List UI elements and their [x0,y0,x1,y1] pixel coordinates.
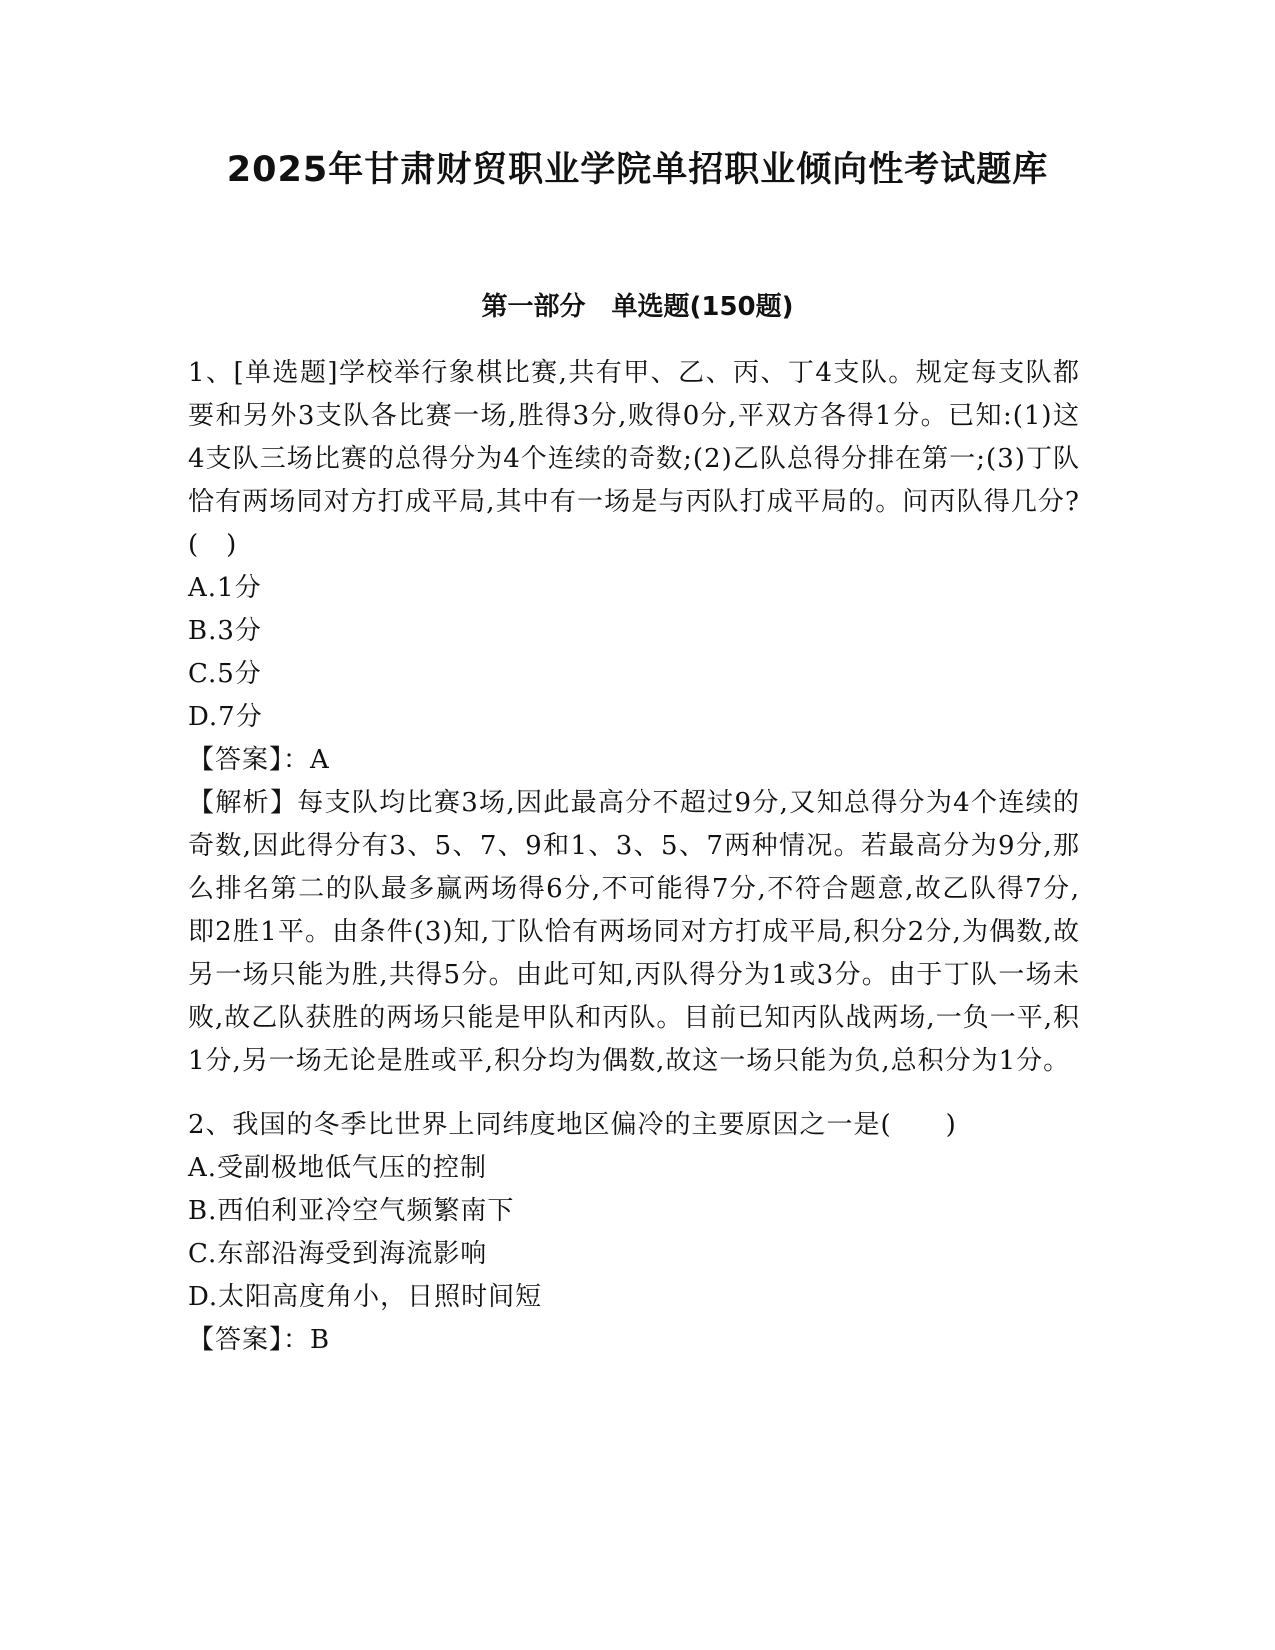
question-1 [188,352,1080,1083]
question-text: 2、我国的冬季比世界上同纬度地区偏冷的主要原因之一是( ) [188,1110,957,1140]
option-d: D.7分 [188,702,263,732]
answer: 【答案】：B [188,1325,331,1355]
question-list [188,352,1080,1362]
option-c: C.5分 [188,659,262,689]
option-c: C.东部沿海受到海流影响 [188,1239,488,1269]
document-title: 2025年甘肃财贸职业学院单招职业倾向性考试题库 [226,150,1049,190]
option-a: A.受副极地低气压的控制 [188,1153,488,1183]
option-a: A.1分 [188,573,262,603]
question-text: 1、[单选题]学校举行象棋比赛,共有甲、乙、丙、丁4支队。规定每支队都要和另外3支队各比赛一场,胜得3分,败得0分,平双方各得1分。已知:(1)这4支队三场比赛的总得分为4个连续的奇数;(2)乙队总得分排在第一;(3)丁队恰有两场同对方打成平局,其中有一场是与丙队打成平局的。问丙队得几分?( ) [188,358,1080,560]
option-b: B.3分 [188,616,262,646]
option-b: B.西伯利亚冷空气频繁南下 [188,1196,515,1226]
analysis: 【解析】每支队均比赛3场,因此最高分不超过9分,又知总得分为4个连续的奇数,因此得分有3、5、7、9和1、3、5、7两种情况。若最高分为9分,那么排名第二的队最多赢两场得6分,不可能得7分,不符合题意,故乙队得7分,即2胜1平。由条件(3)知,丁队恰有两场同对方打成平局,积分2分,为偶数,故另一场只能为胜,共得5分。由此可知,丙队得分为1或3分。由于丁队一场未败,故乙队获胜的两场只能是甲队和丙队。目前已知丙队战两场,一负一平,积1分,另一场无论是胜或平,积分均为偶数,故这一场只能为负,总积分为1分。 [188,788,1080,1076]
question-2 [188,1104,1080,1362]
option-d: D.太阳高度角小，日照时间短 [188,1282,543,1312]
answer: 【答案】：A [188,745,330,775]
section-title: 第一部分 单选题(150题) [481,292,794,322]
question-spacer [188,1083,1080,1104]
